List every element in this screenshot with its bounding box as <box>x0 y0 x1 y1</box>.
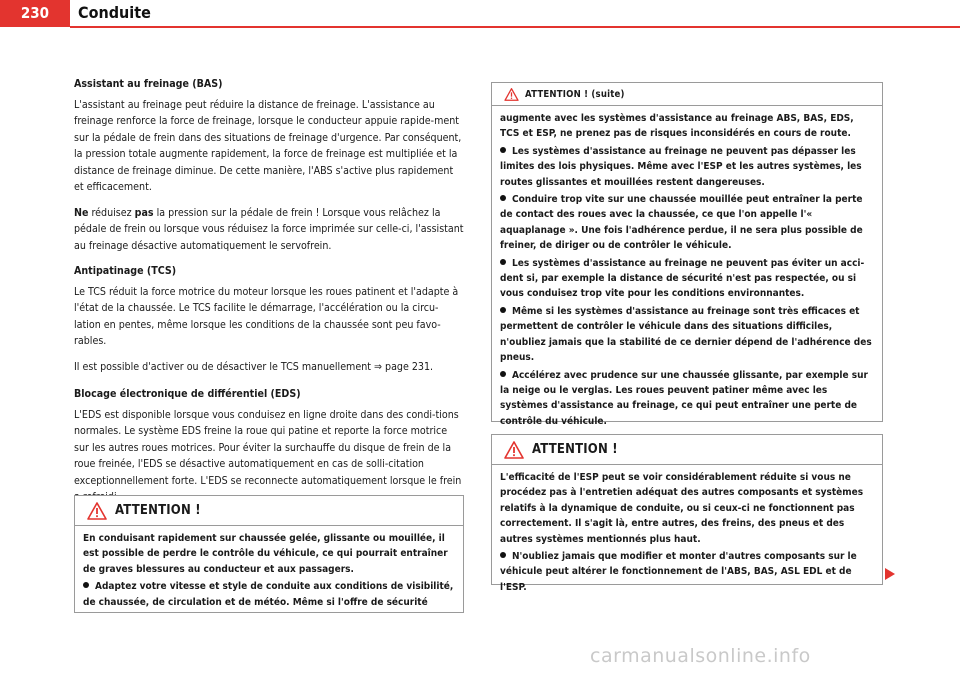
warning-paragraph: augmente avec les systèmes d'assistance au freinage ABS, BAS, EDS, TCS et ESP, ne prenez pas de risques inconsidérés en cours de route. <box>500 113 854 140</box>
bullet-dot <box>500 552 506 558</box>
bullet-dot <box>500 371 506 377</box>
bullet-dot <box>500 147 506 153</box>
bas-p2-a: réduisez <box>88 206 135 219</box>
warning-bullet <box>500 549 876 595</box>
warning-title: ATTENTION ! <box>532 442 618 457</box>
warning-header <box>75 496 463 526</box>
warning-header <box>492 435 882 465</box>
bas-heading: Assistant au freinage (BAS) <box>74 78 223 90</box>
eds-paragraph-1: L'EDS est disponible lorsque vous conduisez en ligne droite dans des condi-tions normales. Le système EDS freine la roue qui patine et reporte la force motrice sur les autres roues motrices. Pour éviter la surchauffe du disque de frein de la roue freinée, l'EDS se désactive automatiquement en cas de solli-citation exceptionnellement forte. L'EDS se reconnecte automatiquement lorsque le frein <box>74 408 462 487</box>
watermark: carmanualsonline.info <box>590 645 811 667</box>
warning-box-continued <box>491 82 883 427</box>
warning-box-1 <box>74 495 464 613</box>
header-rule <box>70 26 960 28</box>
page-title: Conduite <box>78 3 151 22</box>
bas-pas: pas <box>134 206 154 219</box>
warning-body <box>75 526 463 618</box>
warning-title: ATTENTION ! (suite) <box>525 88 625 100</box>
warning-triangle-icon <box>504 441 524 459</box>
left-column <box>74 76 464 515</box>
warning-triangle-icon <box>87 502 107 520</box>
warning-box-3 <box>491 434 883 593</box>
bullet-text: Conduire trop vite sur une chaussée mouillée peut entraîner la perte de contact des roues avec la chaussée, ce que l'on appelle l'« aquaplanage ». Une fois l'adhérence perdue, il ne sera plus possible de freiner, de diriger ou de contrôler le véhicule. <box>500 194 863 252</box>
bullet-text: N'oubliez jamais que modifier et monter d'autres composants sur le véhicule peut altérer le fonctionnement de l'ABS, BAS, ASL EDL et de l'ESP. <box>500 551 857 593</box>
bullet-text: Les systèmes d'assistance au freinage ne peuvent pas dépasser les limites des lois physiques. Même avec l'ESP et les autres systèmes, les routes glissantes et mouillées restent dangereuses. <box>500 145 862 188</box>
warning-paragraph: L'efficacité de l'ESP peut se voir considérablement réduite si vous ne procédez pas à l'entretien adéquat des autres composants et systèmes relatifs à la dynamique de conduite, ou si ceux-ci ne fonctionnent pas correctement. Il s'agit là, entre autres, des freins, des pneus et des autres systèmes mentionnés plus haut. <box>500 472 864 545</box>
warning-bullet <box>500 304 876 366</box>
bas-paragraph-1: L'assistant au freinage peut réduire la distance de freinage. L'assistance au freinage renforce la force de freinage, lorsque le conducteur appuie rapide-ment sur la pédale de frein dans des situations de freinage d'urgence. Par conséquent, la pression totale augmente rapidement, la force de freinage est multipliée et la distance de freinage diminue. De cette manière, l'ABS s'active plus rapidement et efficacement. <box>74 98 462 193</box>
bullet-dot <box>83 582 89 588</box>
bullet-dot <box>500 307 506 313</box>
warning-bullet <box>500 192 876 254</box>
eds-heading: Blocage électronique de différentiel (EDS) <box>74 388 301 400</box>
warning-bullet <box>500 144 876 190</box>
warning-body <box>492 106 882 437</box>
warning-header <box>492 83 882 106</box>
bas-ne: Ne <box>74 206 89 219</box>
warning-bullet <box>500 256 876 302</box>
continue-arrow-icon <box>885 568 895 580</box>
bullet-text: Adaptez votre vitesse et style de conduite aux conditions de visibilité, de chaussée, de circulation et de météo. Même si l'offre de sécurité <box>83 581 454 608</box>
tcs-heading: Antipatinage (TCS) <box>74 265 177 277</box>
warning-paragraph: En conduisant rapidement sur chaussée gelée, glissante ou mouillée, il est possible de perdre le contrôle du véhicule, ce qui pourrait entraîner de graves blessures au conducteur et aux passagers. <box>83 533 448 575</box>
warning-title: ATTENTION ! <box>115 503 201 518</box>
bas-paragraph-2 <box>74 205 464 255</box>
bullet-text: Accélérez avec prudence sur une chaussée glissante, par exemple sur la neige ou le verglas. Les roues peuvent patiner même avec les systèmes d'assistance au freinage, ce qui peut entraîner une perte de contrôle du véhicule. <box>500 369 868 427</box>
bullet-dot <box>500 195 506 201</box>
warning-body <box>492 465 882 603</box>
warning-bullet <box>83 579 457 610</box>
page-number: 230 <box>0 0 70 27</box>
bas-p2-b: la pression sur la pédale de frein ! Lorsque vous relâchez la pédale de frein ou lorsque vous réduisez la force imprimée sur celle-ci, l'assistant au freinage désactive automatiquement le servofrein. <box>74 206 464 252</box>
tcs-paragraph-2: Il est possible d'activer ou de désactiver le TCS manuellement ⇒ page 231. <box>74 360 434 373</box>
bullet-text: Même si les systèmes d'assistance au freinage sont très efficaces et permettent de contrôler le véhicule dans des situations difficiles, n'oubliez jamais que la stabilité de ce dernier dépend de l'adhérence des pneus. <box>500 305 872 364</box>
bullet-dot <box>500 259 506 265</box>
warning-triangle-icon <box>504 88 519 101</box>
warning-bullet <box>500 368 876 430</box>
bullet-text: Les systèmes d'assistance au freinage ne peuvent pas éviter un acci-dent si, par exemple la distance de sécurité n'est pas respectée, ou si vous conduisez trop vite pour les conditions environnantes. <box>500 257 865 300</box>
page-header <box>0 0 960 28</box>
tcs-paragraph-1: Le TCS réduit la force motrice du moteur lorsque les roues patinent et l'adapte à l'état de la chaussée. Le TCS facilite le démarrage, l'accélération ou la circu-lation en pentes, même lorsque les conditions de la chaussée sont peu favo-rables. <box>74 285 459 347</box>
